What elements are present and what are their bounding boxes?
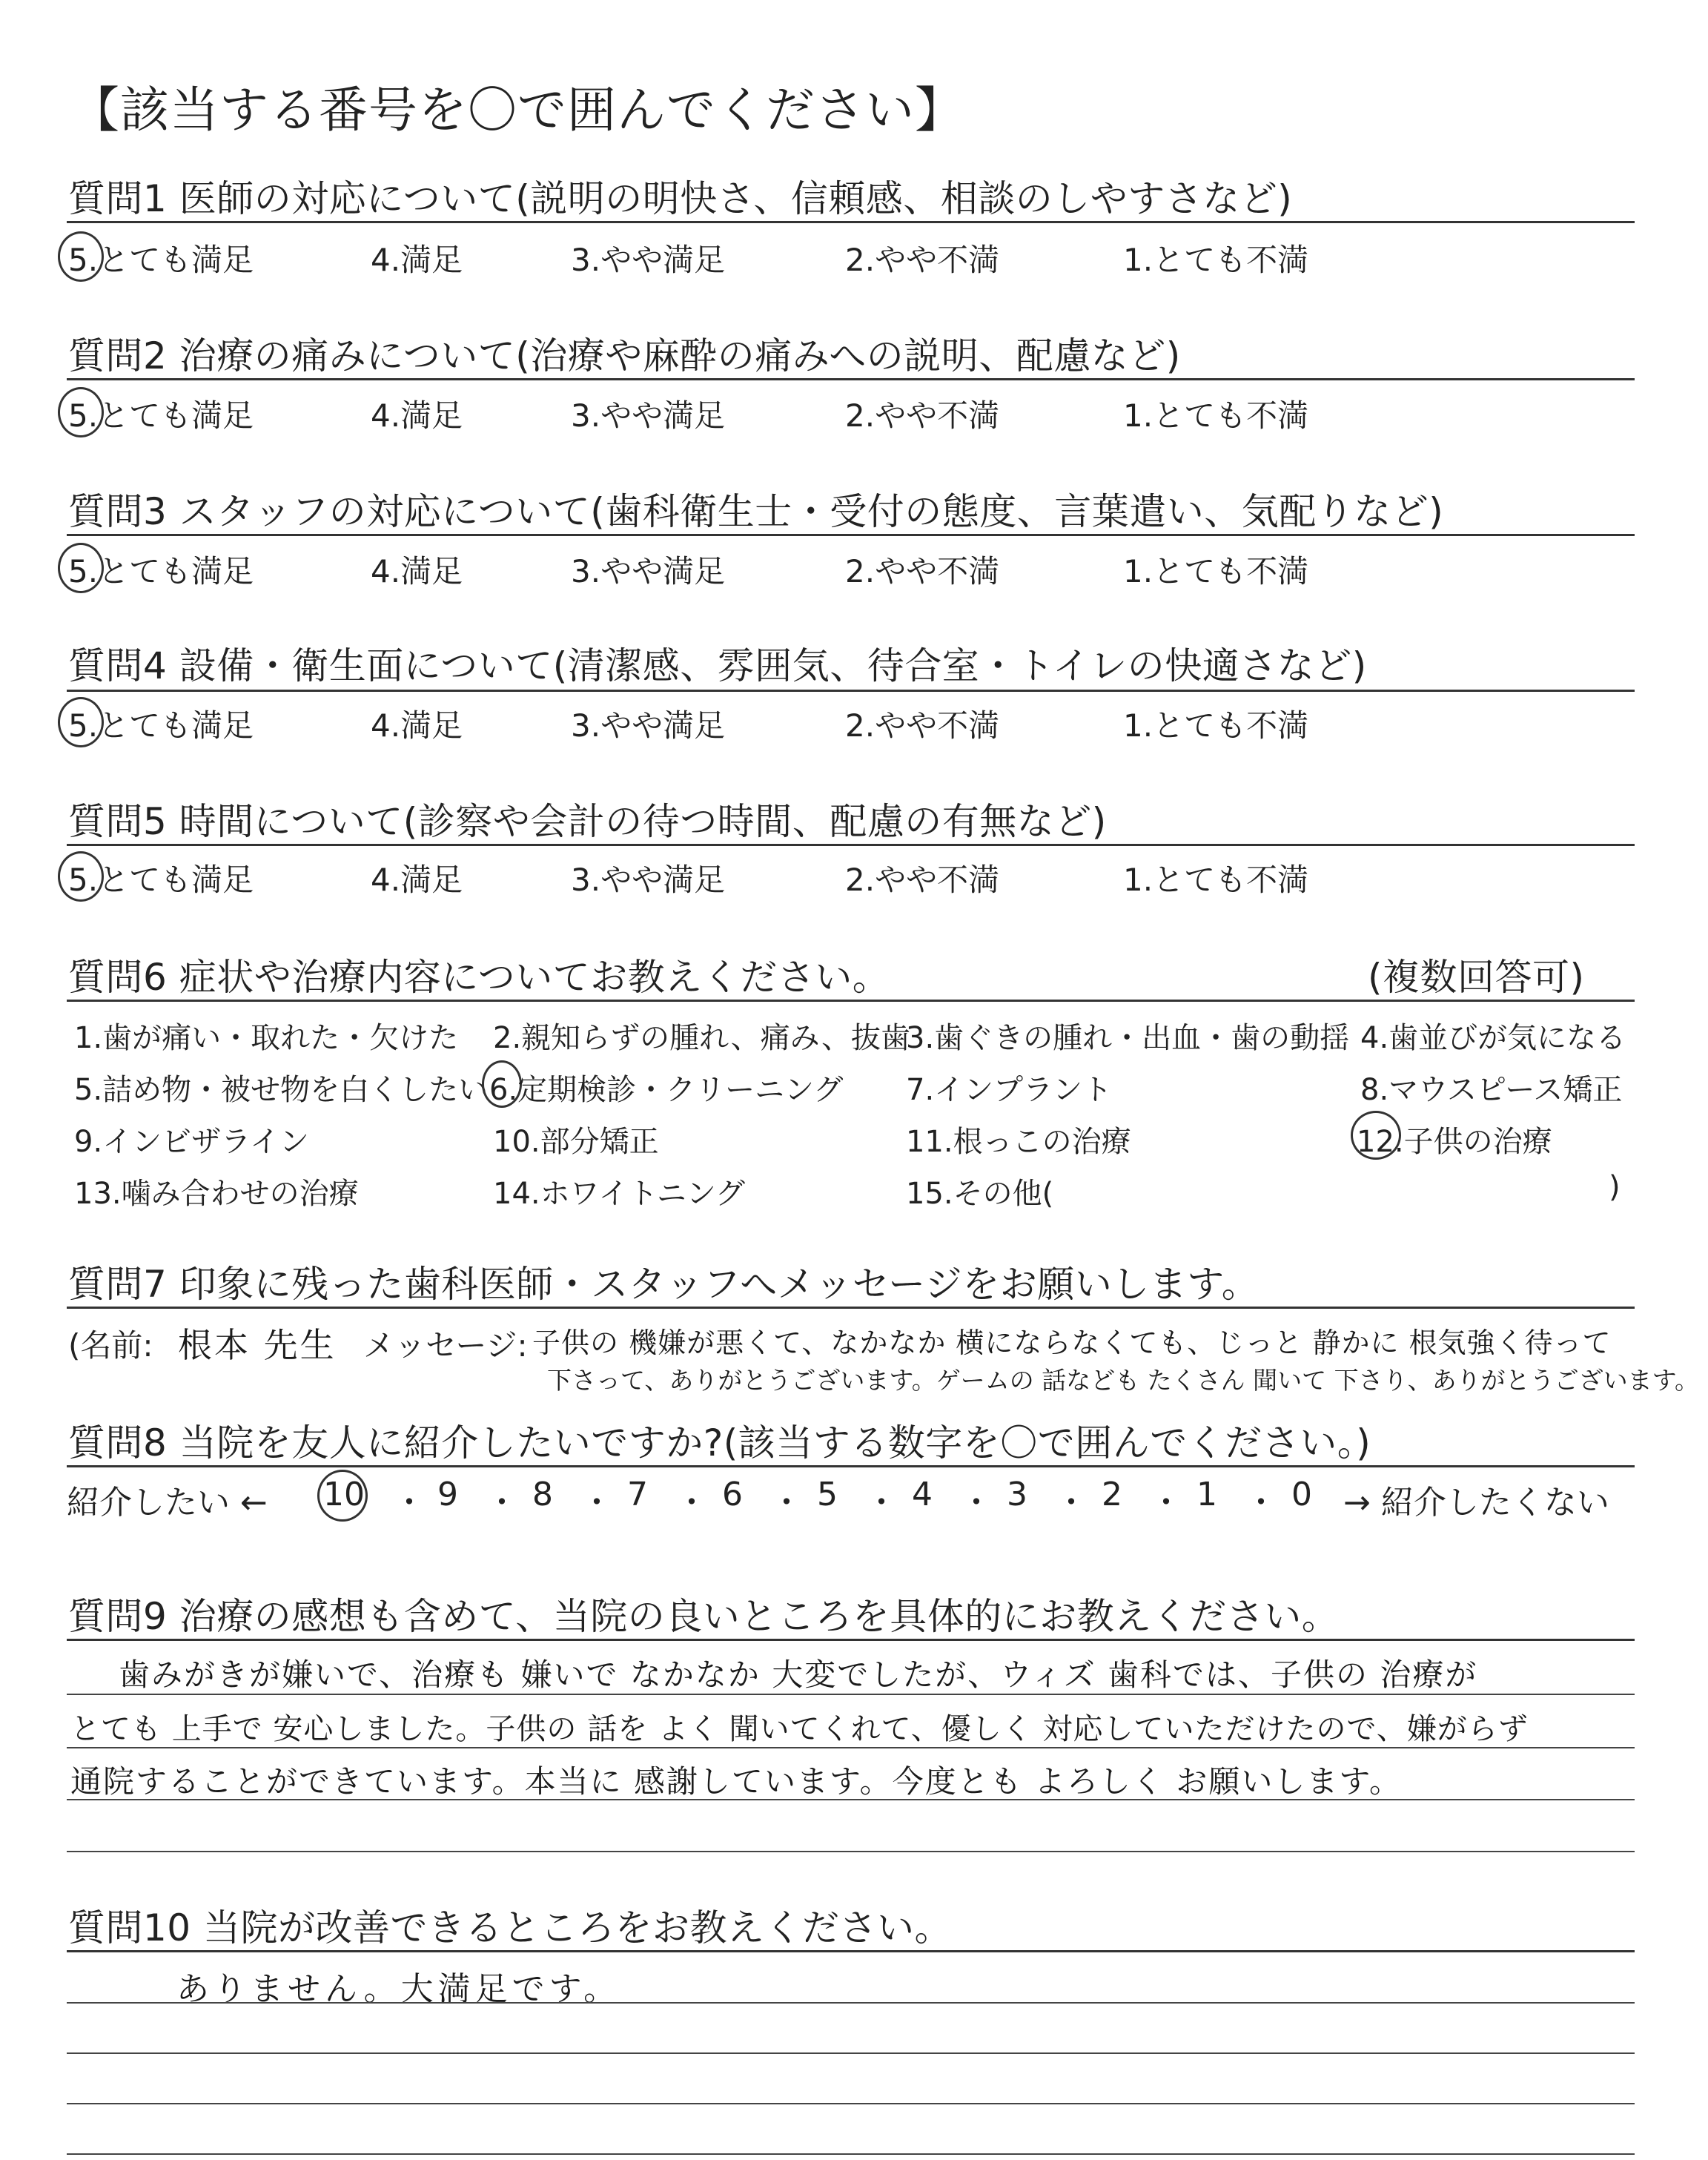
answer-line [67, 2153, 1635, 2155]
option-1[interactable]: 1.とても不満 [1123, 707, 1309, 744]
question-1-label: 質問1 医師の対応について(説明の明快さ、信頼感、相談のしやすさなど) [68, 177, 1293, 220]
question-8-label: 質問8 当院を友人に紹介したいですか?(該当する数字を〇で囲んでください。) [68, 1421, 1371, 1464]
question-10-label: 質問10 当院が改善できるところをお教えください。 [68, 1906, 953, 1949]
option-5[interactable]: 5.とても満足 [68, 862, 254, 898]
option-4[interactable]: 4.満足 [371, 397, 463, 434]
option-4[interactable]: 4.満足 [371, 553, 463, 589]
divider [67, 1465, 1635, 1467]
q6-option-9[interactable]: 9.インビザライン [74, 1125, 309, 1159]
name-value[interactable]: 根本 先生 [178, 1325, 337, 1365]
option-3[interactable]: 3.やや満足 [571, 397, 726, 434]
scale-right-label: → 紹介したくない [1343, 1484, 1609, 1522]
option-4[interactable]: 4.満足 [371, 862, 463, 898]
q6-option-8[interactable]: 8.マウスピース矯正 [1360, 1073, 1623, 1107]
q9-answer-line-3[interactable]: 通院することができています。本当に 感謝しています。今度とも よろしく お願いします。 [70, 1763, 1402, 1800]
scale-8[interactable]: 8 [532, 1476, 553, 1513]
scale-dot: ・ [580, 1484, 613, 1522]
scale-left-label: 紹介したい ← [67, 1484, 268, 1522]
option-3[interactable]: 3.やや満足 [571, 553, 726, 589]
scale-0[interactable]: 0 [1291, 1476, 1312, 1513]
scale-2[interactable]: 2 [1102, 1476, 1122, 1513]
question-7-label: 質問7 印象に残った歯科医師・スタッフへメッセージをお願いします。 [68, 1263, 1260, 1306]
option-3[interactable]: 3.やや満足 [571, 862, 726, 898]
option-2[interactable]: 2.やや不満 [845, 242, 1000, 278]
q6-option-12[interactable]: 12.子供の治療 [1357, 1125, 1552, 1159]
option-2[interactable]: 2.やや不満 [845, 397, 1000, 434]
scale-7[interactable]: 7 [627, 1476, 648, 1513]
q6-option-6[interactable]: 6.定期検診・クリーニング [489, 1073, 844, 1107]
divider [67, 1950, 1635, 1952]
option-1[interactable]: 1.とても不満 [1123, 553, 1309, 589]
answer-line [67, 1747, 1635, 1748]
question-6-label: 質問6 症状や治療内容についてお教えください。 [68, 956, 890, 999]
divider [67, 534, 1635, 536]
q6-option-15[interactable]: 15.その他( [906, 1177, 1054, 1211]
message-label: メッセージ: [363, 1327, 528, 1364]
scale-dot: ・ [865, 1484, 898, 1522]
option-5[interactable]: 5.とても満足 [68, 397, 254, 434]
option-5[interactable]: 5.とても満足 [68, 707, 254, 744]
question-3-label: 質問3 スタッフの対応について(歯科衛生士・受付の態度、言葉遣い、気配りなど) [68, 490, 1444, 533]
option-1[interactable]: 1.とても不満 [1123, 862, 1309, 898]
scale-dot: ・ [770, 1484, 803, 1522]
scale-dot: ・ [1055, 1484, 1088, 1522]
answer-line [67, 1694, 1635, 1695]
answer-line [67, 2002, 1635, 2004]
q6-option-5[interactable]: 5.詰め物・被せ物を白くしたい [74, 1073, 489, 1107]
answer-line [67, 2052, 1635, 2054]
scale-dot: ・ [675, 1484, 708, 1522]
divider [67, 378, 1635, 380]
q6-option-7[interactable]: 7.インプラント [906, 1073, 1113, 1107]
q9-answer-line-1[interactable]: 歯みがきが嫌いで、治療も 嫌いで なかなか 大変でしたが、ウィズ 歯科では、子供の 治療が [119, 1657, 1478, 1693]
q6-option-3[interactable]: 3.歯ぐきの腫れ・出血・歯の動揺 [906, 1021, 1350, 1055]
question-5-label: 質問5 時間について(診察や会計の待つ時間、配慮の有無など) [68, 800, 1107, 843]
option-4[interactable]: 4.満足 [371, 242, 463, 278]
scale-dot: ・ [960, 1484, 993, 1522]
divider [67, 1307, 1635, 1309]
option-2[interactable]: 2.やや不満 [845, 553, 1000, 589]
q6-option-15-close: ) [1609, 1170, 1621, 1204]
option-1[interactable]: 1.とても不満 [1123, 242, 1309, 278]
answer-line [67, 1799, 1635, 1800]
divider [67, 1000, 1635, 1002]
q6-option-14[interactable]: 14.ホワイトニング [493, 1177, 746, 1211]
scale-dot: ・ [1245, 1484, 1277, 1522]
divider [67, 1639, 1635, 1641]
divider [67, 690, 1635, 692]
page-title: 【該当する番号を〇で囲んでください】 [70, 82, 964, 139]
scale-dot: ・ [1150, 1484, 1182, 1522]
scale-5[interactable]: 5 [817, 1476, 838, 1513]
q9-answer-line-2[interactable]: とても 上手で 安心しました。子供の 話を よく 聞いてくれて、優しく 対応していただけたので、嫌がらず [70, 1712, 1529, 1746]
answer-line [67, 2103, 1635, 2104]
name-label: (名前: [68, 1327, 153, 1364]
q6-option-2[interactable]: 2.親知らずの腫れ、痛み、抜歯 [493, 1021, 910, 1055]
scale-dot: ・ [393, 1484, 426, 1522]
scale-1[interactable]: 1 [1196, 1476, 1217, 1513]
scale-10[interactable]: 10 [323, 1476, 365, 1513]
option-2[interactable]: 2.やや不満 [845, 862, 1000, 898]
q10-answer[interactable]: ありません。大満足です。 [176, 1970, 621, 2008]
q6-option-1[interactable]: 1.歯が痛い・取れた・欠けた [74, 1021, 459, 1055]
option-5[interactable]: 5.とても満足 [68, 242, 254, 278]
scale-6[interactable]: 6 [722, 1476, 743, 1513]
scale-9[interactable]: 9 [437, 1476, 458, 1513]
question-6-note: (複数回答可) [1368, 956, 1585, 999]
question-2-label: 質問2 治療の痛みについて(治療や麻酔の痛みへの説明、配慮など) [68, 334, 1181, 377]
divider [67, 844, 1635, 846]
message-line-2[interactable]: 下さって、ありがとうございます。ゲームの 話なども たくさん 聞いて 下さり、ありがとうございます。 [547, 1366, 1700, 1395]
divider [67, 221, 1635, 223]
message-line-1[interactable]: 子供の 機嫌が悪くて、なかなか 横にならなくても、じっと 静かに 根気強く待って [532, 1327, 1612, 1359]
option-2[interactable]: 2.やや不満 [845, 707, 1000, 744]
question-4-label: 質問4 設備・衛生面について(清潔感、雰囲気、待合室・トイレの快適さなど) [68, 644, 1367, 687]
scale-3[interactable]: 3 [1007, 1476, 1027, 1513]
q6-option-4[interactable]: 4.歯並びが気になる [1360, 1021, 1626, 1055]
option-1[interactable]: 1.とても不満 [1123, 397, 1309, 434]
question-9-label: 質問9 治療の感想も含めて、当院の良いところを具体的にお教えください。 [68, 1595, 1340, 1638]
scale-dot: ・ [486, 1484, 518, 1522]
option-5[interactable]: 5.とても満足 [68, 553, 254, 589]
scale-4[interactable]: 4 [912, 1476, 933, 1513]
q6-option-13[interactable]: 13.噛み合わせの治療 [74, 1177, 359, 1211]
answer-line [67, 1851, 1635, 1852]
q6-option-10[interactable]: 10.部分矯正 [493, 1125, 659, 1159]
option-3[interactable]: 3.やや満足 [571, 242, 726, 278]
q6-option-11[interactable]: 11.根っこの治療 [906, 1125, 1131, 1159]
option-4[interactable]: 4.満足 [371, 707, 463, 744]
option-3[interactable]: 3.やや満足 [571, 707, 726, 744]
